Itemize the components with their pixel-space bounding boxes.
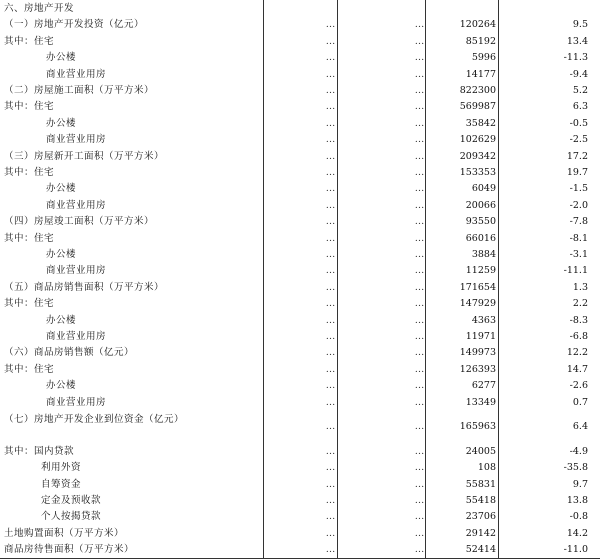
column-2-value: …: [414, 134, 424, 146]
column-2-value: …: [414, 298, 424, 310]
row-label: 其中：住宅: [4, 363, 55, 375]
growth-rate: -0.5: [569, 117, 588, 129]
absolute-value: 6277: [471, 380, 496, 392]
column-1-value: …: [325, 68, 335, 80]
row-label: （六）商品房销售额（亿元）: [4, 347, 135, 359]
table-row: [0, 99, 600, 115]
table-row: [0, 460, 600, 476]
table-row: [0, 116, 600, 132]
absolute-value: 165963: [459, 421, 496, 432]
row-label: 商业营业用房: [46, 265, 107, 277]
column-2-value: …: [414, 85, 424, 96]
row-label: 商业营业用房: [46, 396, 107, 408]
column-2-value: …: [414, 183, 424, 195]
absolute-value: 149973: [459, 347, 496, 359]
table-row: [0, 181, 600, 197]
row-label: （七）房地产开发企业到位资金（亿元）: [4, 414, 185, 425]
absolute-value: 13349: [465, 396, 496, 408]
table-row: [0, 509, 600, 525]
column-2-value: …: [414, 396, 424, 408]
column-2-value: …: [414, 249, 424, 260]
growth-rate: -3.1: [569, 249, 588, 260]
column-2-value: …: [414, 331, 424, 342]
column-2-value: …: [414, 421, 424, 432]
row-label: 商业营业用房: [46, 134, 107, 146]
table-row: [0, 313, 600, 329]
column-1-value: …: [325, 167, 335, 178]
table-row: [0, 263, 600, 279]
row-label: 办公楼: [46, 249, 77, 260]
growth-rate: -8.1: [569, 232, 588, 244]
growth-rate: -0.8: [569, 511, 588, 523]
row-label: 其中：住宅: [4, 35, 55, 47]
absolute-value: 209342: [459, 150, 496, 162]
column-1-value: …: [325, 281, 335, 293]
table-row: [0, 83, 600, 99]
growth-rate: -1.5: [569, 183, 588, 195]
column-1-value: …: [325, 363, 335, 375]
table-row: [0, 395, 600, 411]
growth-rate: 9.5: [572, 19, 588, 31]
absolute-value: 120264: [459, 19, 496, 31]
column-2-value: …: [414, 347, 424, 359]
absolute-value: 569987: [459, 101, 496, 113]
column-1-value: …: [325, 249, 335, 260]
row-label: （一）房地产开发投资（亿元）: [4, 19, 145, 31]
row-label: 商品房待售面积（万平方米）: [4, 544, 135, 556]
column-2-value: …: [414, 68, 424, 80]
table-row: [0, 231, 600, 247]
table-row: [0, 542, 600, 558]
column-2-value: …: [414, 380, 424, 392]
row-label: （五）商品房销售面积（万平方米）: [4, 281, 165, 293]
column-2-value: …: [414, 314, 424, 326]
table-row: [0, 198, 600, 214]
column-2-value: …: [414, 199, 424, 211]
absolute-value: 35842: [465, 117, 496, 129]
growth-rate: 13.8: [566, 495, 588, 506]
growth-rate: 17.2: [566, 150, 588, 162]
column-1-value: …: [325, 298, 335, 310]
table-row: [0, 280, 600, 296]
column-1-value: …: [325, 478, 335, 490]
row-label: 办公楼: [46, 52, 77, 64]
table-row: [0, 67, 600, 83]
column-1-value: …: [325, 511, 335, 523]
column-2-value: …: [414, 544, 424, 556]
column-1-value: …: [325, 134, 335, 146]
absolute-value: 93550: [465, 216, 496, 228]
column-2-value: …: [414, 19, 424, 31]
growth-rate: -8.3: [569, 314, 588, 326]
row-label: 其中：国内贷款: [4, 445, 75, 457]
row-label: 其中：住宅: [4, 232, 55, 244]
growth-rate: -11.3: [563, 52, 588, 64]
absolute-value: 5996: [471, 52, 496, 64]
column-1-value: …: [325, 527, 335, 539]
column-1-value: …: [325, 396, 335, 408]
row-label: 自筹资金: [41, 478, 82, 490]
absolute-value: 24005: [465, 445, 496, 457]
column-1-value: …: [325, 35, 335, 47]
table-row: [0, 493, 600, 509]
column-1-value: …: [325, 52, 335, 64]
table-row: [0, 214, 600, 230]
row-label: （四）房屋竣工面积（万平方米）: [4, 216, 155, 228]
absolute-value: 23706: [465, 511, 496, 523]
absolute-value: 147929: [459, 298, 496, 310]
absolute-value: 153353: [459, 167, 496, 178]
table-row: [0, 50, 600, 66]
column-1-value: …: [325, 101, 335, 113]
section-title: 六、房地产开发: [4, 3, 75, 14]
table-row: [0, 526, 600, 542]
growth-rate: 13.4: [566, 35, 588, 47]
column-2-value: …: [414, 150, 424, 162]
growth-rate: -2.0: [569, 199, 588, 211]
absolute-value: 14177: [465, 68, 496, 80]
growth-rate: -35.8: [563, 462, 588, 474]
column-2-value: …: [414, 462, 424, 474]
table-row: [0, 132, 600, 148]
table-row: [0, 17, 600, 33]
growth-rate: 14.2: [566, 527, 588, 539]
column-1-value: …: [325, 421, 335, 432]
column-1-value: …: [325, 314, 335, 326]
column-2-value: …: [414, 117, 424, 129]
row-label: 定金及预收款: [41, 495, 102, 506]
column-1-value: …: [325, 19, 335, 31]
column-1-value: …: [325, 544, 335, 556]
column-2-value: …: [414, 363, 424, 375]
growth-rate: 5.2: [572, 85, 588, 96]
absolute-value: 55418: [465, 495, 496, 506]
column-2-value: …: [414, 478, 424, 490]
column-1-value: …: [325, 495, 335, 506]
absolute-value: 55831: [465, 478, 496, 490]
growth-rate: 19.7: [566, 167, 588, 178]
absolute-value: 66016: [465, 232, 496, 244]
column-1-value: …: [325, 462, 335, 474]
absolute-value: 29142: [465, 527, 496, 539]
absolute-value: 4363: [471, 314, 496, 326]
column-2-value: …: [414, 167, 424, 178]
growth-rate: 6.4: [572, 421, 588, 432]
absolute-value: 6049: [471, 183, 496, 195]
column-2-value: …: [414, 511, 424, 523]
row-label: 办公楼: [46, 183, 77, 195]
growth-rate: -2.6: [569, 380, 588, 392]
row-label: （二）房屋施工面积（万平方米）: [4, 85, 155, 96]
absolute-value: 20066: [465, 199, 496, 211]
table-row: [0, 411, 600, 444]
row-label: 利用外资: [41, 462, 82, 474]
absolute-value: 126393: [459, 363, 496, 375]
growth-rate: -9.4: [569, 68, 588, 80]
column-1-value: …: [325, 117, 335, 129]
section-heading-row: [0, 1, 600, 17]
table-row: [0, 477, 600, 493]
absolute-value: 85192: [465, 35, 496, 47]
table-row: [0, 149, 600, 165]
column-2-value: …: [414, 281, 424, 293]
table-row: [0, 165, 600, 181]
row-label: 其中：住宅: [4, 298, 55, 310]
growth-rate: 12.2: [566, 347, 588, 359]
column-1-value: …: [325, 85, 335, 96]
column-1-value: …: [325, 199, 335, 211]
row-label: 其中：住宅: [4, 101, 55, 113]
table-row: [0, 362, 600, 378]
table-row: [0, 329, 600, 345]
absolute-value: 171654: [459, 281, 496, 293]
column-2-value: …: [414, 445, 424, 457]
absolute-value: 52414: [465, 544, 496, 556]
absolute-value: 11971: [465, 331, 496, 342]
table-row: [0, 247, 600, 263]
row-label: （三）房屋新开工面积（万平方米）: [4, 150, 165, 162]
row-label: 其中：住宅: [4, 167, 55, 178]
table-row: [0, 444, 600, 460]
table-row: [0, 378, 600, 394]
column-2-value: …: [414, 216, 424, 228]
row-label: 个人按揭贷款: [41, 511, 102, 523]
absolute-value: 108: [477, 462, 496, 474]
column-2-value: …: [414, 527, 424, 539]
column-2-value: …: [414, 35, 424, 47]
column-2-value: …: [414, 232, 424, 244]
growth-rate: -6.8: [569, 331, 588, 342]
growth-rate: 14.7: [566, 363, 588, 375]
growth-rate: -4.9: [569, 445, 588, 457]
column-1-value: …: [325, 183, 335, 195]
column-2-value: …: [414, 52, 424, 64]
row-label: 办公楼: [46, 117, 77, 129]
column-1-value: …: [325, 216, 335, 228]
row-label: 土地购置面积（万平方米）: [4, 527, 125, 539]
growth-rate: -11.0: [563, 544, 588, 556]
row-label: 商业营业用房: [46, 199, 107, 211]
row-label: 商业营业用房: [46, 68, 107, 80]
growth-rate: 9.7: [572, 478, 588, 490]
column-1-value: …: [325, 232, 335, 244]
column-2-value: …: [414, 265, 424, 277]
column-1-value: …: [325, 265, 335, 277]
row-label: 办公楼: [46, 314, 77, 326]
growth-rate: 0.7: [572, 396, 588, 408]
table-row: [0, 34, 600, 50]
growth-rate: 6.3: [572, 101, 588, 113]
absolute-value: 822300: [459, 85, 496, 96]
column-1-value: …: [325, 347, 335, 359]
table-row: [0, 296, 600, 312]
column-1-value: …: [325, 150, 335, 162]
column-1-value: …: [325, 445, 335, 457]
growth-rate: -2.5: [569, 134, 588, 146]
row-label: 办公楼: [46, 380, 77, 392]
absolute-value: 11259: [465, 265, 496, 277]
column-1-value: …: [325, 331, 335, 342]
column-1-value: …: [325, 380, 335, 392]
absolute-value: 102629: [459, 134, 496, 146]
column-2-value: …: [414, 495, 424, 506]
row-label: 商业营业用房: [46, 331, 107, 342]
absolute-value: 3884: [471, 249, 496, 260]
column-2-value: …: [414, 101, 424, 113]
growth-rate: 2.2: [572, 298, 588, 310]
growth-rate: 1.3: [572, 281, 588, 293]
table-row: [0, 345, 600, 361]
growth-rate: -11.1: [563, 265, 588, 277]
growth-rate: -7.8: [569, 216, 588, 228]
